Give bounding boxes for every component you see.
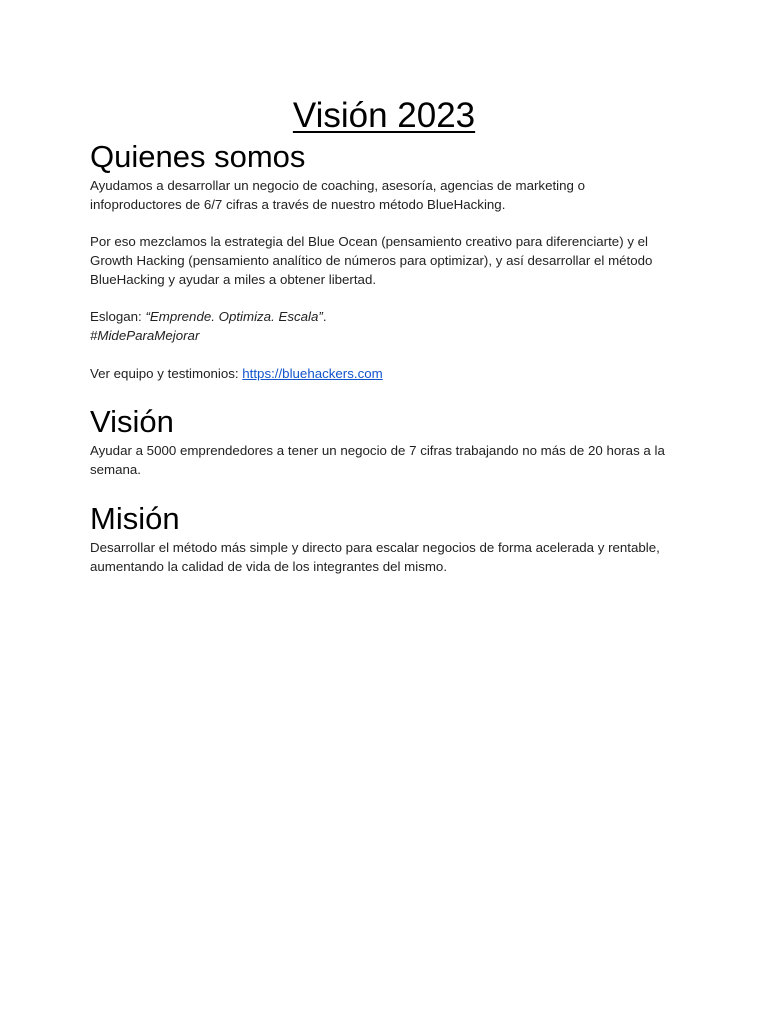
section-heading-vision: Visión <box>90 404 174 439</box>
section-heading-mision: Misión <box>90 501 180 536</box>
equipo-line <box>90 364 678 383</box>
section-vision <box>90 403 678 479</box>
eslogan-label: Eslogan: <box>90 309 146 324</box>
document-title <box>90 94 678 138</box>
equipo-label: Ver equipo y testimonios: <box>90 366 243 381</box>
quienes-paragraph-1: Ayudamos a desarrollar un negocio de coaching, asesoría, agencias de marketing o infoproductores de 6/7 cifras a través de nuestro método BlueHacking. <box>90 178 585 212</box>
hashtag-line <box>90 326 678 345</box>
document-title-text: Visión 2023 <box>292 96 476 135</box>
mision-paragraph: Desarrollar el método más simple y directo para escalar negocios de forma acelerada y rentable, aumentando la calidad de vida de los integrantes del mismo. <box>90 540 660 574</box>
hashtag-text: #MideParaMejorar <box>90 328 200 343</box>
section-quienes-somos <box>90 138 678 383</box>
eslogan-line <box>90 307 678 326</box>
eslogan-value: “Emprende. Optimiza. Escala” <box>145 309 323 324</box>
section-mision <box>90 500 678 576</box>
eslogan-end: . <box>322 309 327 324</box>
bluehackers-link[interactable]: https://bluehackers.com <box>242 366 383 381</box>
vision-paragraph: Ayudar a 5000 emprendedores a tener un negocio de 7 cifras trabajando no más de 20 horas a la semana. <box>90 443 665 477</box>
quienes-paragraph-2: Por eso mezclamos la estrategia del Blue Ocean (pensamiento creativo para diferenciarte) y el Growth Hacking (pensamiento analítico de números para optimizar), y así desarrollar el método BlueHacking y ayudar a miles a obtener libertad. <box>90 234 653 287</box>
section-heading-quienes-somos: Quienes somos <box>90 139 306 174</box>
